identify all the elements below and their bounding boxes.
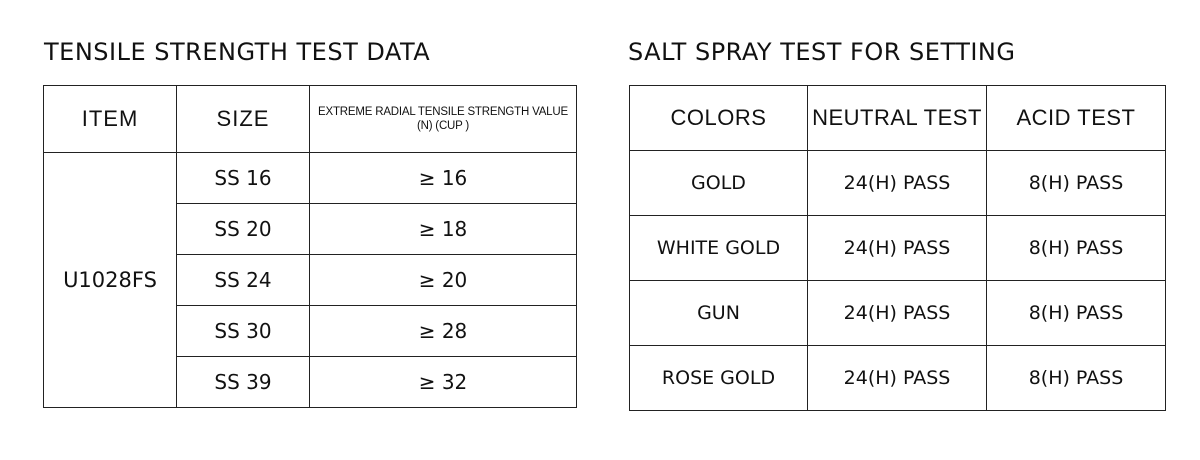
size-cell: SS 30 <box>177 306 310 357</box>
header-acid-test: ACID TEST <box>987 86 1166 151</box>
acid-result-cell: 8(H) PASS <box>987 346 1166 411</box>
size-cell: SS 24 <box>177 255 310 306</box>
table-row <box>630 281 1166 346</box>
tensile-strength-title: TENSILE STRENGTH TEST DATA <box>44 38 431 66</box>
salt-spray-title: SALT SPRAY TEST FOR SETTING <box>628 38 1016 66</box>
color-cell: GOLD <box>630 151 808 216</box>
color-cell: ROSE GOLD <box>630 346 808 411</box>
item-code-cell: U1028FS <box>44 153 177 408</box>
color-cell: WHITE GOLD <box>630 216 808 281</box>
value-cell: ≥ 18 <box>310 204 577 255</box>
value-cell: ≥ 32 <box>310 357 577 408</box>
value-cell: ≥ 28 <box>310 306 577 357</box>
salt-spray-table <box>629 85 1166 411</box>
header-colors: COLORS <box>630 86 808 151</box>
table-header-row <box>44 86 577 153</box>
header-size: SIZE <box>177 86 310 153</box>
acid-result-cell: 8(H) PASS <box>987 151 1166 216</box>
table-row <box>630 346 1166 411</box>
size-cell: SS 16 <box>177 153 310 204</box>
table-row <box>44 153 577 204</box>
acid-result-cell: 8(H) PASS <box>987 216 1166 281</box>
size-cell: SS 20 <box>177 204 310 255</box>
value-cell: ≥ 16 <box>310 153 577 204</box>
table-header-row <box>630 86 1166 151</box>
header-tensile-value <box>310 86 577 153</box>
color-cell: GUN <box>630 281 808 346</box>
header-item: ITEM <box>44 86 177 153</box>
table-row <box>630 151 1166 216</box>
neutral-result-cell: 24(H) PASS <box>808 281 987 346</box>
value-cell: ≥ 20 <box>310 255 577 306</box>
table-row <box>630 216 1166 281</box>
header-neutral-test: NEUTRAL TEST <box>808 86 987 151</box>
size-cell: SS 39 <box>177 357 310 408</box>
header-tensile-value-line1: EXTREME RADIAL TENSILE STRENGTH VALUE <box>318 106 568 118</box>
header-tensile-value-line2: (N) (CUP ) <box>416 120 470 132</box>
neutral-result-cell: 24(H) PASS <box>808 216 987 281</box>
neutral-result-cell: 24(H) PASS <box>808 346 987 411</box>
acid-result-cell: 8(H) PASS <box>987 281 1166 346</box>
neutral-result-cell: 24(H) PASS <box>808 151 987 216</box>
tensile-strength-table <box>43 85 577 408</box>
